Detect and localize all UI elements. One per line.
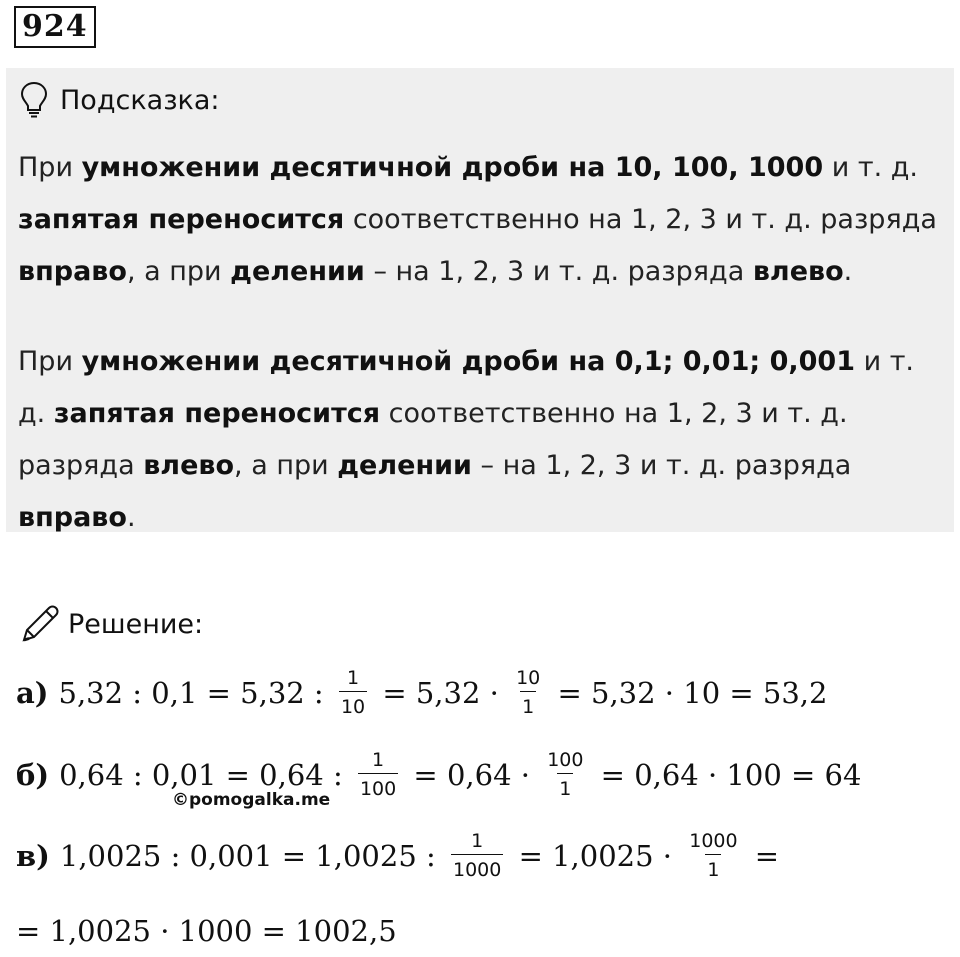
watermark: ©pomogalka.me [172, 790, 331, 810]
text-segment: . [843, 256, 853, 287]
text-segment: , а при [126, 256, 231, 287]
equation-c-continued [16, 914, 397, 948]
bold-text: делении [337, 450, 472, 481]
text-segment: – на 1, 2, 3 и т. д. разряда [364, 256, 753, 287]
bold-text: влево [752, 256, 844, 287]
denominator: 10 [339, 691, 367, 719]
fraction [687, 829, 739, 882]
text-segment: , а при [234, 450, 338, 481]
fraction [545, 748, 585, 801]
hint-box [6, 68, 954, 532]
pencil-icon [18, 602, 62, 646]
equation-b [16, 748, 861, 801]
equation-c [16, 829, 779, 882]
denominator: 1 [705, 854, 721, 882]
bold-text: делении [230, 256, 365, 287]
bold-text: умножении десятичной дроби на 10, 100, 1000 [81, 152, 824, 183]
fraction [451, 829, 503, 882]
equation-text: 1,0025 : 0,001 = 1,0025 : [59, 838, 445, 873]
equation-text: = 0,64 · [404, 757, 540, 792]
hint-paragraph-2 [18, 336, 938, 544]
denominator: 1000 [451, 854, 503, 882]
text-segment: соответственно на 1, 2, 3 и т. д. разряда [344, 204, 937, 235]
equation-text: = 5,32 · [373, 675, 509, 710]
hint-header [20, 80, 220, 120]
numerator: 1 [471, 830, 484, 852]
fraction [339, 666, 367, 719]
hint-title: Подсказка: [60, 84, 220, 116]
denominator: 100 [358, 773, 398, 801]
equation-text: = 1,0025 · 1000 = 1002,5 [16, 914, 397, 948]
text-segment: При [18, 152, 82, 183]
denominator: 1 [557, 773, 573, 801]
equation-text: = 0,64 · 100 = 64 [591, 757, 862, 792]
hint-paragraph-1 [18, 142, 938, 298]
equation-text: 5,32 : 0,1 = 5,32 : [58, 675, 333, 710]
denominator: 1 [520, 691, 536, 719]
text-segment: . [126, 502, 136, 533]
numerator: 1000 [689, 830, 738, 852]
equation-text: = 5,32 · 10 = 53,2 [548, 675, 828, 710]
lightbulb-icon [20, 81, 48, 119]
numerator: 1 [372, 749, 385, 771]
equation-a [16, 666, 827, 719]
text-segment: При [18, 346, 82, 377]
bold-text: вправо [18, 502, 127, 533]
text-segment: – на 1, 2, 3 и т. д. разряда [471, 450, 852, 481]
equation-label: а) [16, 675, 49, 710]
fraction [358, 748, 398, 801]
equation-label: б) [16, 757, 50, 792]
bold-text: вправо [18, 256, 127, 287]
bold-text: влево [143, 450, 235, 481]
equation-text: = 1,0025 · [509, 838, 682, 873]
bold-text: запятая переносится [18, 204, 345, 235]
text-segment: соответственно на 1, 2, 3 и т. д. разряда [18, 398, 848, 481]
bold-text: запятая переносится [53, 398, 381, 429]
bold-text: умножении десятичной дроби на 0,1; 0,01; 0,001 [81, 346, 855, 377]
fraction [514, 666, 542, 719]
text-segment: и т. д. [823, 152, 918, 183]
problem-number: 924 [14, 6, 96, 48]
numerator: 10 [516, 667, 541, 689]
solution-title: Решение: [68, 608, 204, 640]
equation-label: в) [16, 838, 50, 873]
equation-text: = [745, 838, 780, 873]
text-segment: и т. д. [18, 346, 915, 429]
numerator: 1 [346, 667, 360, 689]
solution-header [18, 600, 203, 648]
numerator: 100 [547, 749, 584, 771]
equation-text: 0,64 : 0,01 = 0,64 : [59, 757, 352, 792]
